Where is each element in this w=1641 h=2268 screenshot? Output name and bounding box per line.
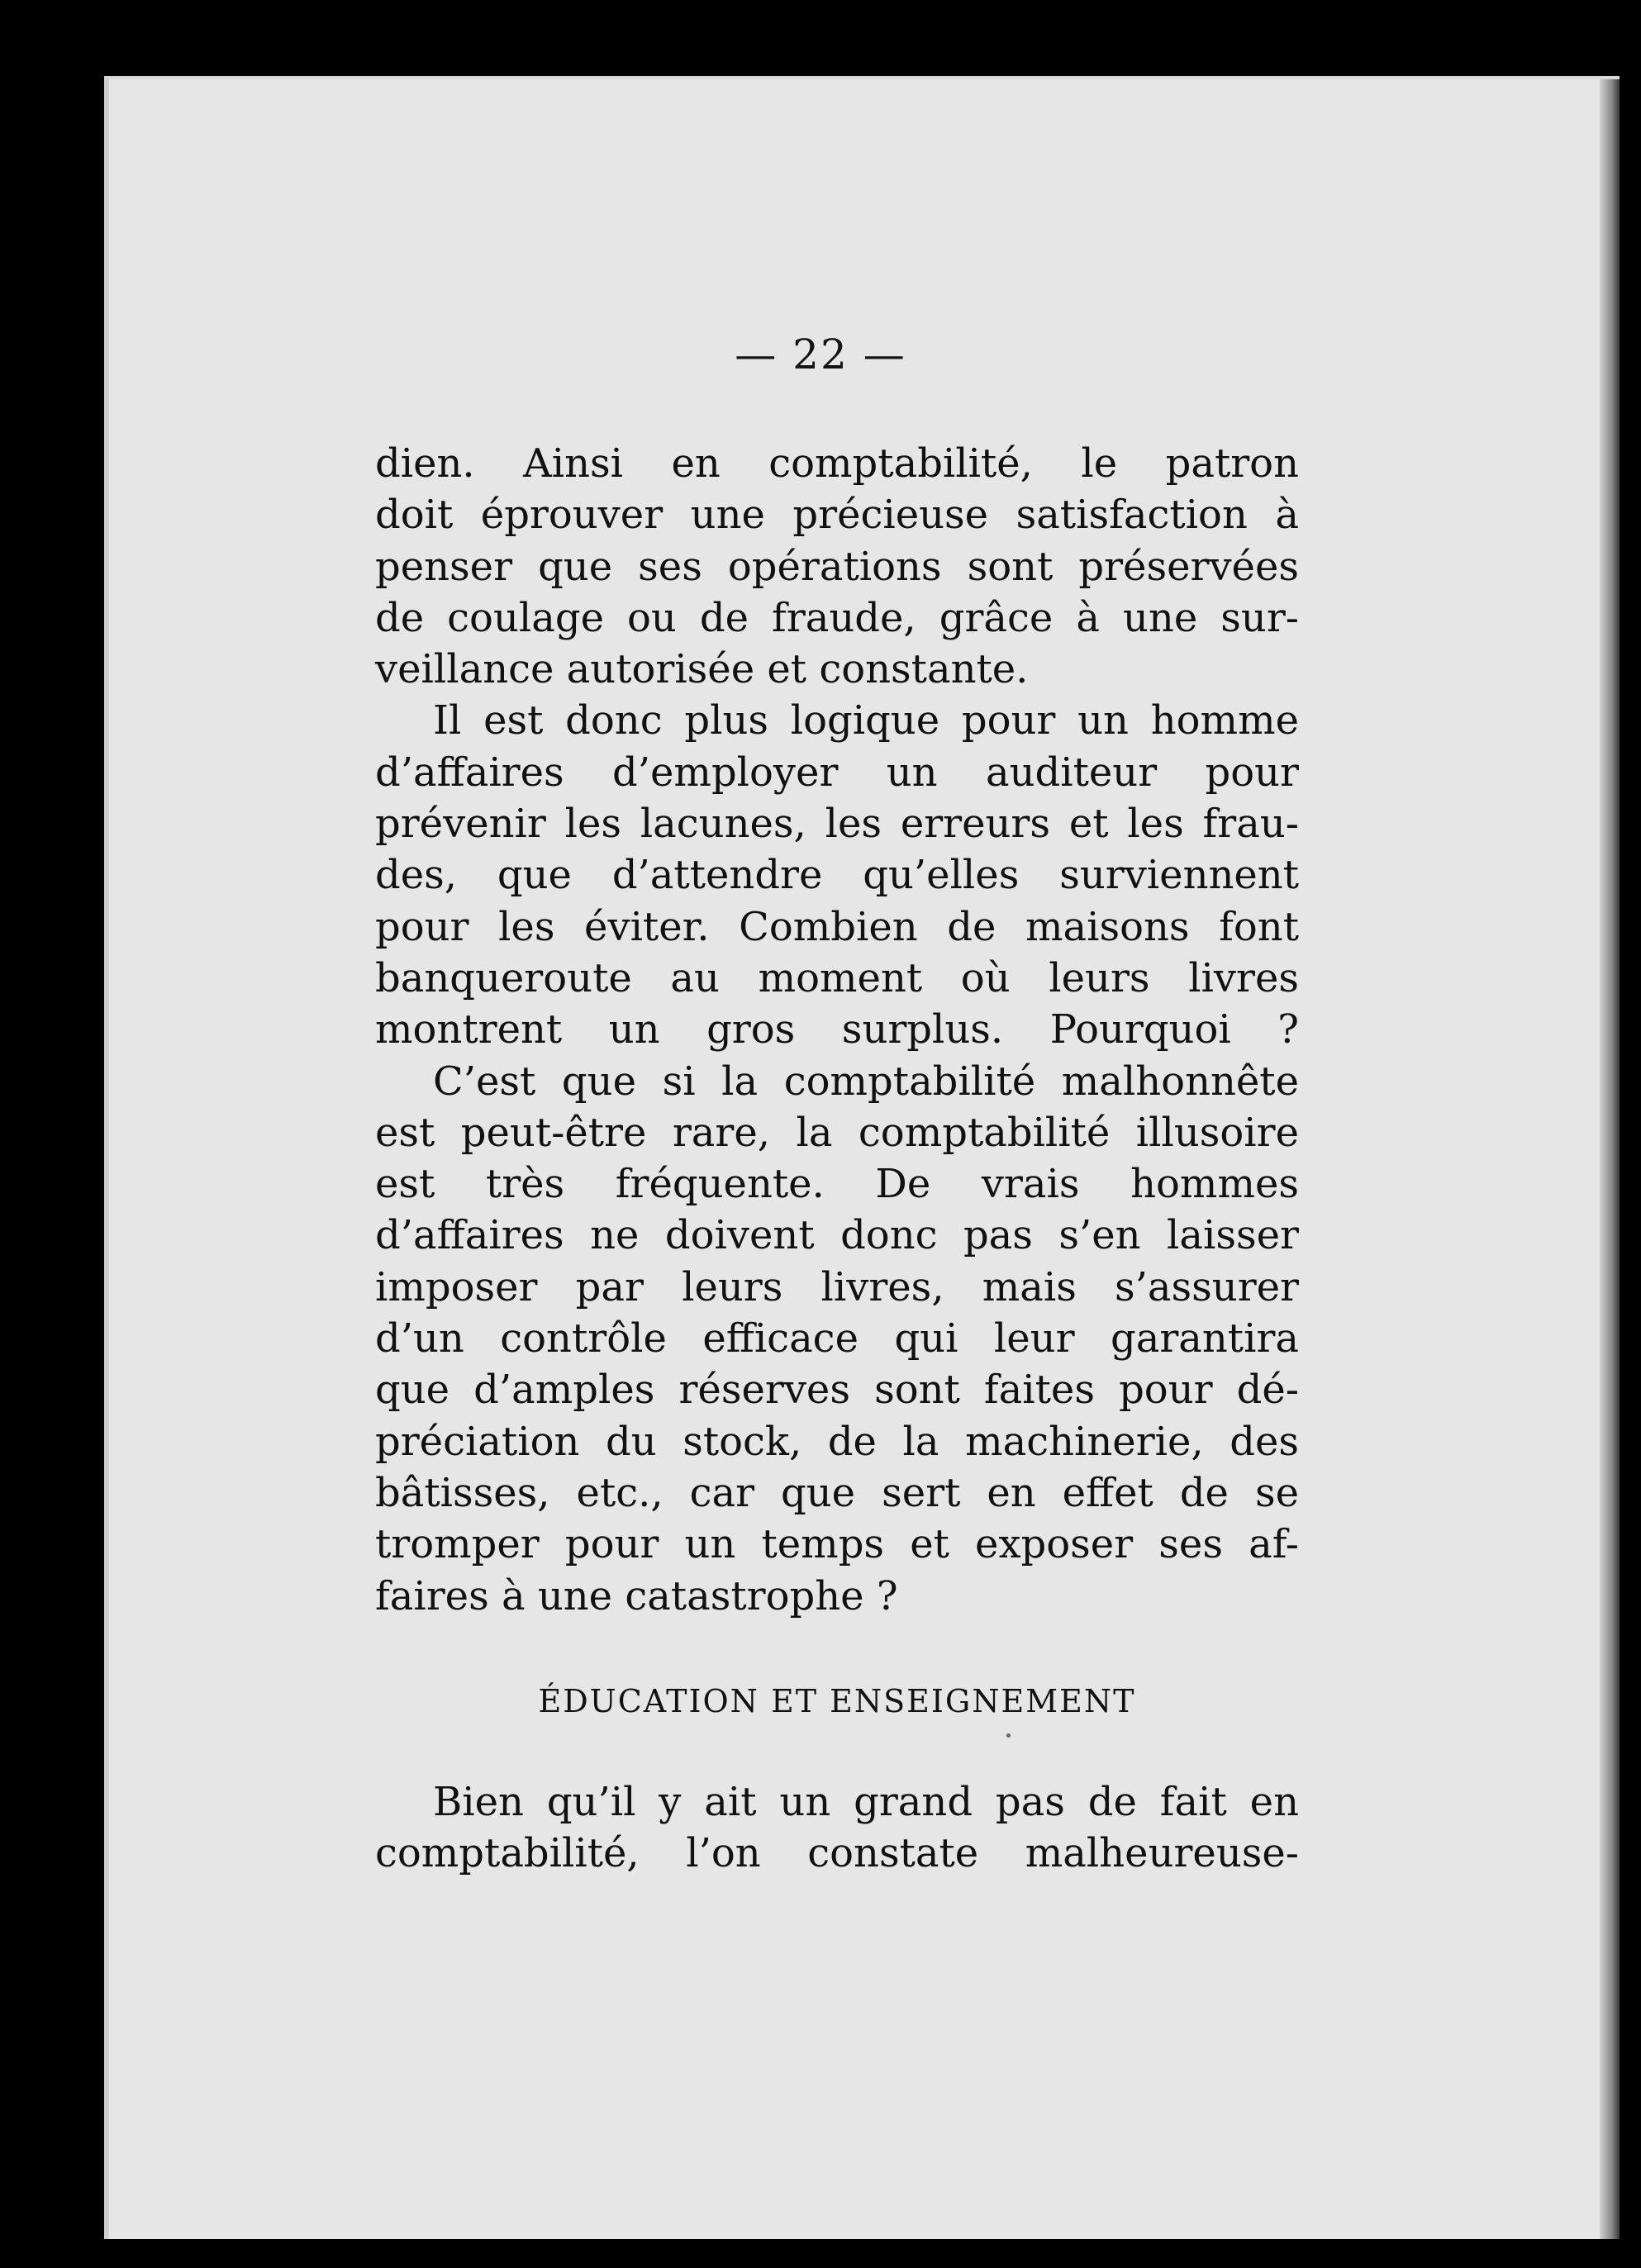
text-line: banqueroute au moment où leurs livres	[375, 954, 1299, 1001]
text-line: prévenir les lacunes, les erreurs et les frau-	[375, 801, 1299, 848]
text-line: Bien qu’il y ait un grand pas de fait en	[433, 1779, 1299, 1825]
text-line: doit éprouver une précieuse satisfaction à	[375, 492, 1299, 539]
section-body-text	[375, 1776, 1299, 1880]
body-text	[375, 438, 1299, 1622]
text-line: Il est donc plus logique pour un homme	[433, 697, 1299, 744]
page-edge-shadow	[1600, 79, 1620, 2239]
text-line: C’est que si la comptabilité malhonnête	[433, 1058, 1299, 1105]
text-line: d’affaires ne doivent donc pas s’en laisser	[375, 1212, 1299, 1259]
text-line: imposer par leurs livres, mais s’assurer	[375, 1263, 1299, 1310]
text-line: d’un contrôle efficace qui leur garantira	[375, 1315, 1299, 1362]
section-heading: ÉDUCATION ET ENSEIGNEMENT	[538, 1683, 1136, 1719]
text-line: que d’amples réserves sont faites pour dé-	[375, 1367, 1299, 1414]
text-line: dien. Ainsi en comptabilité, le patron	[375, 440, 1299, 487]
text-line: préciation du stock, de la machinerie, des	[375, 1418, 1299, 1465]
text-line: veillance autorisée et constante.	[375, 646, 1029, 693]
text-line: de coulage ou de fraude, grâce à une sur-	[375, 594, 1299, 641]
page-number: — 22 —	[735, 330, 906, 378]
text-line: montrent un gros surplus. Pourquoi ?	[375, 1006, 1299, 1053]
text-line: penser que ses opérations sont préservées	[375, 543, 1299, 590]
text-line: d’affaires d’employer un auditeur pour	[375, 749, 1299, 796]
scan-speck	[1006, 1733, 1011, 1738]
text-line: comptabilité, l’on constate malheureuse-	[375, 1830, 1299, 1877]
text-line: bâtisses, etc., car que sert en effet de se	[375, 1469, 1299, 1516]
text-line: pour les éviter. Combien de maisons font	[375, 903, 1299, 950]
text-line: tromper pour un temps et exposer ses af-	[375, 1521, 1299, 1568]
text-line: faires à une catastrophe ?	[375, 1572, 898, 1619]
text-line: est peut-être rare, la comptabilité illusoire	[375, 1109, 1299, 1156]
text-line: est très fréquente. De vrais hommes	[375, 1161, 1299, 1208]
text-line: des, que d’attendre qu’elles surviennent	[375, 852, 1299, 899]
